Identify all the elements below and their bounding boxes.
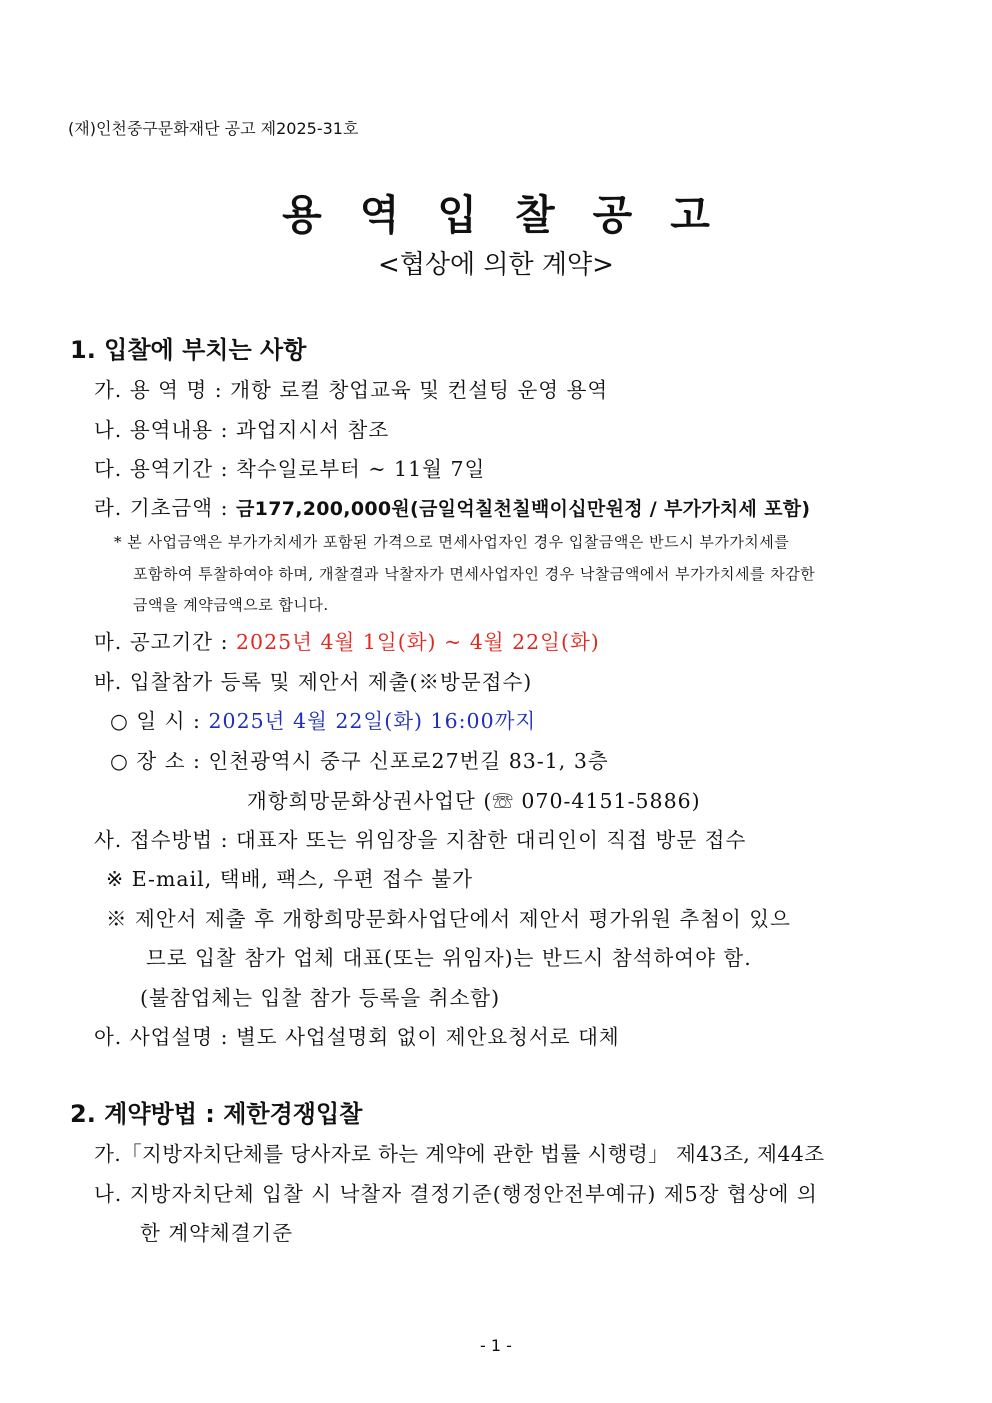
- item-notice-period: [94, 625, 600, 655]
- item-label: 나. 용역내용 :: [94, 418, 229, 442]
- contract-criteria-line2: 한 계약체결기준: [140, 1221, 294, 1245]
- contract-criteria-line1: 나. 지방자치단체 입찰 시 낙찰자 결정기준(행정안전부예규) 제5장 협상에 의: [94, 1182, 818, 1206]
- document-subtitle: <협상에 의한 계약>: [378, 250, 614, 280]
- item-value: 착수일로부터 ~ 11월 7일: [236, 457, 486, 481]
- item-value: 금177,200,000원(금일억칠천칠백이십만원정 / 부가가치세 포함): [236, 498, 811, 520]
- item-label: 마. 공고기간 :: [94, 630, 229, 654]
- item-submission-method: 사. 접수방법 : 대표자 또는 위임장을 지참한 대리인이 직접 방문 접수: [94, 828, 747, 852]
- item-label: 가. 용 역 명 :: [94, 378, 223, 402]
- submission-note-2-line2: 므로 입찰 참가 업체 대표(또는 위임자)는 반드시 참석하여야 함.: [146, 946, 752, 970]
- notice-number: (재)인천중구문화재단 공고 제2025-31호: [68, 119, 359, 138]
- section1-heading: 1. 입찰에 부치는 사항: [70, 336, 307, 364]
- item-value: 2025년 4월 22일(화) 16:00까지: [208, 709, 537, 733]
- contract-law-reference: 가.「지방자치단체를 당사자로 하는 계약에 관한 법률 시행령」 제43조, 제44조: [94, 1142, 825, 1166]
- item-value: 인천광역시 중구 신포로27번길 83-1, 3층: [208, 749, 609, 773]
- registration-date: [110, 704, 536, 734]
- item-label: ○ 장 소 :: [110, 749, 201, 773]
- registration-place: [110, 744, 609, 774]
- item-service-content: [94, 413, 389, 443]
- vat-note-line3: 금액을 계약금액으로 합니다.: [133, 596, 329, 614]
- registration-place-line2: 개항희망문화상권사업단 (☏ 070-4151-5886): [247, 789, 701, 813]
- item-label: ○ 일 시 :: [110, 709, 201, 733]
- item-value: 개항 로컬 창업교육 및 컨설팅 운영 용역: [230, 378, 609, 402]
- item-base-amount: [94, 491, 810, 521]
- item-value: 과업지시서 참조: [236, 418, 390, 442]
- submission-note-2-line1: ※ 제안서 제출 후 개항희망문화사업단에서 제안서 평가위원 추첨이 있으: [106, 907, 791, 931]
- item-label: 다. 용역기간 :: [94, 457, 229, 481]
- item-label: 라. 기초금액 :: [94, 496, 229, 520]
- document-title: 용역입찰공고: [282, 191, 748, 239]
- submission-note-1: ※ E-mail, 택배, 팩스, 우편 접수 불가: [106, 867, 473, 891]
- page-number: - 1 -: [480, 1336, 512, 1355]
- item-value: 2025년 4월 1일(화) ~ 4월 22일(화): [236, 630, 600, 654]
- item-business-briefing: 아. 사업설명 : 별도 사업설명회 없이 제안요청서로 대체: [94, 1025, 620, 1049]
- item-registration: 바. 입찰참가 등록 및 제안서 제출(※방문접수): [94, 670, 533, 694]
- submission-note-2-line3: (불참업체는 입찰 참가 등록을 취소함): [140, 986, 501, 1010]
- section2-heading: 2. 계약방법 : 제한경쟁입찰: [70, 1100, 363, 1128]
- vat-note-line1: * 본 사업금액은 부가가치세가 포함된 가격으로 면세사업자인 경우 입찰금액은 반드시 부가가치세를: [114, 533, 790, 551]
- item-service-name: [94, 373, 608, 403]
- vat-note-line2: 포함하여 투찰하여야 하며, 개찰결과 낙찰자가 면세사업자인 경우 낙찰금액에서 부가가치세를 차감한: [133, 565, 816, 583]
- item-service-period: [94, 452, 485, 482]
